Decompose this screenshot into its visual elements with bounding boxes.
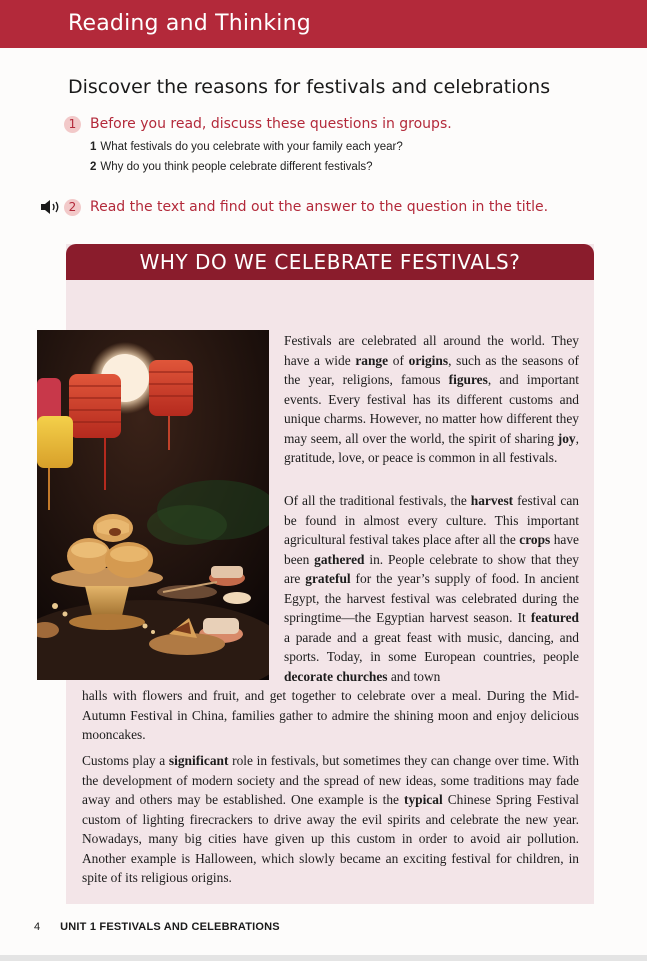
p2-text-2: festival can be found in almost every culture. This important agricultural festival takes place after all the: [284, 493, 579, 547]
p2-bold-grateful: grateful: [305, 571, 351, 586]
sub-question-2-number: 2: [90, 161, 97, 173]
p2-bold-decorate-churches: decorate churches: [284, 668, 388, 684]
article-banner: [66, 244, 594, 280]
page-bottom-edge: [0, 955, 647, 961]
p2-bold-featured: featured: [530, 610, 579, 625]
paragraph-2-column-content: [284, 491, 579, 686]
p3-text-1: Customs play a: [82, 753, 169, 768]
p1-bold-origins: origins: [408, 352, 449, 368]
sub-question-2: [90, 161, 373, 173]
p1-text-4: , and important events. Every festival has its different customs and unique charms. However, no matter how different they may seem, all over the world, the spirit of sharing: [284, 372, 579, 446]
sub-question-2-text: Why do you think people celebrate different festivals?: [100, 161, 373, 173]
unit-title: UNIT 1 FESTIVALS AND CELEBRATIONS: [60, 921, 280, 933]
paragraph-3-content: [82, 751, 579, 888]
paragraph-2-continued-content: halls with flowers and fruit, and get together to celebrate over a meal. During the Mid-Autumn Festival in China, families gather to admire the shining moon and enjoy delicious mooncakes.: [82, 688, 579, 742]
header-bar: [0, 0, 647, 48]
p2-bold-gathered: gathered: [314, 551, 365, 567]
paragraph-1-content: [284, 331, 579, 468]
header-title: Reading and Thinking: [68, 11, 311, 36]
speaker-icon[interactable]: [40, 200, 64, 214]
sub-question-1: [90, 141, 403, 153]
p1-text-3: , such as the seasons of the year, religions, famous: [284, 352, 579, 387]
p2-bold-harvest: harvest: [470, 493, 514, 508]
page-footer: [34, 921, 280, 933]
p2-text-1: Of all the traditional festivals, the: [284, 493, 471, 508]
p1-text-5: , gratitude, love, or peace is common in all festivals.: [284, 430, 579, 465]
sub-question-1-text: What festivals do you celebrate with your family each year?: [100, 141, 403, 153]
article-paragraph-2-continued: [82, 686, 579, 745]
section-title: Discover the reasons for festivals and celebrations: [68, 76, 551, 98]
question-1-text: Before you read, discuss these questions in groups.: [90, 116, 452, 132]
mooncake-lantern-photo: [37, 330, 269, 680]
p2-bold-crops: crops: [519, 532, 551, 547]
p1-text-2: of: [388, 352, 409, 368]
article-paragraph-1: [284, 331, 579, 468]
p3-bold-typical: typical: [403, 792, 443, 807]
p3-bold-significant: significant: [168, 753, 229, 768]
p1-bold-joy: joy: [557, 430, 576, 446]
p2-text-7: and town: [387, 668, 441, 684]
p1-bold-figures: figures: [448, 372, 488, 387]
p2-text-4: in. People celebrate to show that they are: [284, 551, 579, 586]
p2-text-5: for the year’s supply of food. In ancient Egypt, the harvest festival was celebrated during the springtime—the Egyptian harvest season. It: [284, 571, 579, 625]
p2-text-3: have been: [284, 532, 579, 567]
article-title: WHY DO WE CELEBRATE FESTIVALS?: [139, 250, 521, 274]
article-paragraph-2-column: [284, 491, 579, 686]
p1-bold-range: range: [355, 352, 389, 368]
question-1-number: 1: [64, 116, 81, 133]
p1-text-1: Festivals are celebrated all around the world. They have a wide: [284, 333, 579, 368]
p2-text-6: a parade and a great feast with music, dancing, and sports. Today, in some European countries, people: [284, 629, 579, 664]
sub-question-1-number: 1: [90, 141, 97, 153]
question-2-text: Read the text and find out the answer to the question in the title.: [90, 199, 549, 215]
page-number: 4: [34, 921, 41, 933]
question-2-number: 2: [64, 199, 81, 216]
p3-text-2: role in festivals, but sometimes they can change over time. With the development of modern society and the spread of new ideas, some traditions may fade away and others may be established. One example is the: [82, 753, 579, 807]
article-paragraph-3: [82, 751, 579, 888]
p3-text-3: Chinese Spring Festival custom of lighting firecrackers to drive away the evil spirits and celebrate the new year. Nowadays, many big cities have given up this custom in order to avoid air pollution. Another example is Halloween, which slowly became an exciting festival for children, in spite of its religious origins.: [82, 792, 579, 885]
